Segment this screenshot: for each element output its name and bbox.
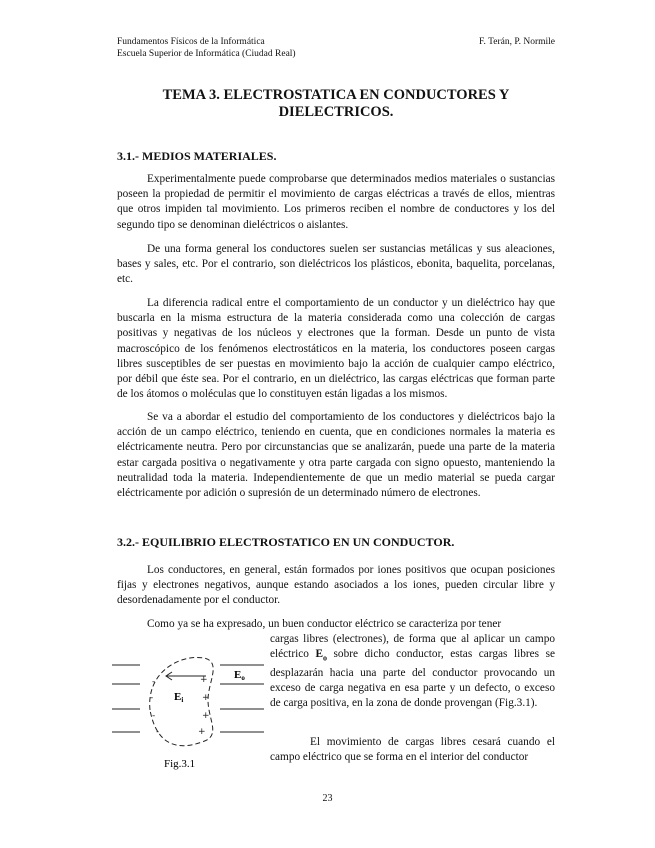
paragraph: La diferencia radical entre el comportamiento de un conductor y un dieléctrico hay que buscarla en la misma estructura de la materia considerada como una colección de cargas positivas y negativas de los núcleos y electrones que la forman. Desde un punto de vista macroscópico de los fenómenos electrostáticos en la materia, los conductores poseen cargas libres susceptibles de ser puestas en movimiento bajo la acción de cualquier campo eléctrico, por débil que éste sea. Por el contrario, en un dieléctrico, las cargas eléctricas que forman parte de los átomos o moléculas que lo constituyen están ligadas a los mismos. xyxy=(117,297,555,401)
header-authors: F. Terán, P. Normile xyxy=(479,37,555,47)
svg-text:-: - xyxy=(152,711,156,721)
field-label-letter: E xyxy=(174,691,182,703)
field-label-subscript: i xyxy=(181,696,184,704)
conductor-diagram xyxy=(108,648,268,773)
text-run: cargas libres (electrones), de forma que al aplicar un campo eléctrico xyxy=(270,633,555,661)
paragraph: Se va a abordar el estudio del comportamiento de los conductores y dieléctricos bajo la acción de un campo eléctrico, teniendo en cuenta, que en condiciones normales la materia es eléctricamente neutra. Pero por circunstancias que se analizarán, puede una parte de la materia estar cargada positiva o negativamente y otra parte cargada con signo opuesto, manteniendo la neutralidad toda la materia. Independientemente de que un medio material se pueda cargar eléctricamente por adición o supresión de un determinado número de electrones. xyxy=(117,411,555,500)
chapter-title-line2: DIELECTRICOS. xyxy=(278,104,394,120)
header-course: Fundamentos Físicos de la Informática xyxy=(117,37,265,47)
chapter-title xyxy=(117,87,555,121)
field-label-letter: E xyxy=(234,669,242,681)
field-letter: E xyxy=(315,648,323,661)
figure-3-1 xyxy=(108,648,268,773)
paragraph: El movimiento de cargas libres cesará cuando el campo eléctrico que se forma en el interior del conductor xyxy=(270,736,555,764)
paragraph: Experimentalmente puede comprobarse que determinados medios materiales o sustancias poseen la propiedad de permitir el movimiento de cargas eléctricas a través de ellos, mientras que otros impiden tal movimiento. Los primeros reciben el nombre de conductores y los del segundo tipo se denominan dieléctricos o aislantes. xyxy=(117,173,555,231)
field-symbol xyxy=(315,648,327,663)
charge-signs xyxy=(150,675,210,737)
svg-text:-: - xyxy=(152,677,156,687)
paragraph: De una forma general los conductores suelen ser sustancias metálicas y sus aleaciones, bases y sales, etc. Por el contrario, son dieléctricos los plásticos, ebonita, baquelita, porcelanas, etc. xyxy=(117,243,555,286)
svg-text:+: + xyxy=(200,675,208,685)
paragraph-lead: Como ya se ha expresado, un buen conductor eléctrico se caracteriza por tener xyxy=(147,618,502,630)
svg-text:-: - xyxy=(156,727,160,737)
paragraph-wrapped xyxy=(270,632,555,711)
figure-caption: Fig.3.1 xyxy=(164,758,196,770)
svg-text:+: + xyxy=(202,693,210,703)
paragraph: Los conductores, en general, están formados por iones positivos que ocupan posiciones fijas y electrones negativos, aunque estando asociados a los iones, pueden circular libre y desordenadamente por el conductor. xyxy=(117,564,555,607)
running-header-left xyxy=(117,36,296,60)
field-subscript: o xyxy=(322,653,327,663)
page-number: 23 xyxy=(322,793,333,804)
svg-text:+: + xyxy=(202,711,210,721)
field-label-subscript: o xyxy=(241,674,245,682)
chapter-title-line1: TEMA 3. ELECTROSTATICA EN CONDUCTORES Y xyxy=(162,87,510,103)
field-label-inner xyxy=(174,691,183,704)
svg-text:+: + xyxy=(198,727,206,737)
section-heading-3-1: 3.1.- MEDIOS MATERIALES. xyxy=(117,149,277,163)
header-school: Escuela Superior de Informática (Ciudad Real) xyxy=(117,49,296,59)
field-label-applied xyxy=(234,669,245,682)
text-run: sobre dicho conductor, estas cargas libres se desplazarán hacia una parte del conductor provocando un exceso de carga negativa en esa parte y un defecto, o exceso de carga positiva, en la zona de donde provengan (Fig.3.1). xyxy=(270,648,555,710)
section-heading-3-2: 3.2.- EQUILIBRIO ELECTROSTATICO EN UN CONDUCTOR. xyxy=(117,535,455,549)
svg-text:-: - xyxy=(150,693,154,703)
